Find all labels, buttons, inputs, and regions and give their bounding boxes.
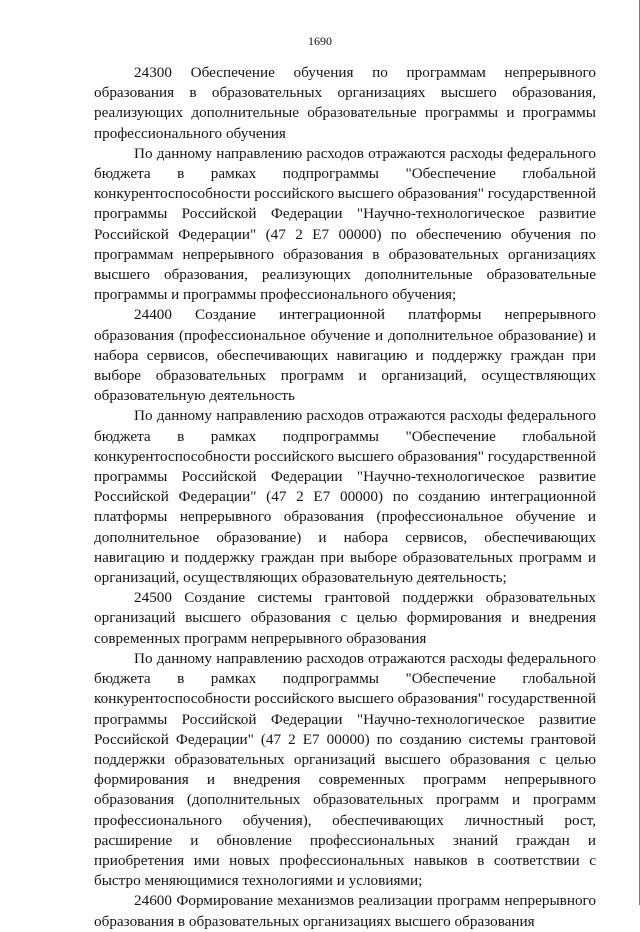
paragraph-24400-heading: 24400 Создание интеграционной платформы непрерывного образования (профессиональное обучение и дополнительное образование) и набора сервисов, обеспечивающих навигацию и поддержку граждан при выборе образовательных программ и организаций, осуществляющих образовательную деятельность [94,306,596,405]
document-body [94,63,596,932]
paragraph-24500-heading: 24500 Создание системы грантовой поддержки образовательных организаций высшего образования с целью формирования и внедрения современных программ непрерывного образования [94,589,596,647]
paragraph-24400-description: По данному направлению расходов отражаются расходы федерального бюджета в рамках подпрограммы "Обеспечение глобальной конкурентоспособности российского высшего образования" государственной программы Российской Федерации "Научно-технологическое развитие Российской Федерации" (47 2 Е7 00000) по созданию интеграционной платформы непрерывного образования (профессиональное обучение и дополнительное образование) и набора сервисов, обеспечивающих навигацию и поддержку граждан при выборе образовательных программ и организаций, осуществляющих образовательную деятельность; [94,407,596,587]
paragraph-24300-heading: 24300 Обеспечение обучения по программам непрерывного образования в образовательных организациях высшего образования, реализующих дополнительные образовательные программы и программы профессионального обучения [94,64,596,142]
paragraph-24500-description: По данному направлению расходов отражаются расходы федерального бюджета в рамках подпрограммы "Обеспечение глобальной конкурентоспособности российского высшего образования" государственной программы Российской Федерации "Научно-технологическое развитие Российской Федерации" (47 2 Е7 00000) по созданию системы грантовой поддержки образовательных организаций высшего образования с целью формирования и внедрения современных программ непрерывного образования (дополнительных образовательных программ и программ профессионального обучения), обеспечивающих личностный рост, расширение и обновление профессиональных знаний граждан и приобретения ими новых профессиональных навыков в соответствии с быстро меняющимися технологиями и условиями; [94,649,596,890]
page-number: 1690 [308,34,332,48]
paragraph-24600-heading: 24600 Формирование механизмов реализации программ непрерывного образования в образовательных организациях высшего образования [94,892,596,930]
paragraph-24300-description: По данному направлению расходов отражаются расходы федерального бюджета в рамках подпрограммы "Обеспечение глобальной конкурентоспособности российского высшего образования" государственной программы Российской Федерации "Научно-технологическое развитие Российской Федерации" (47 2 Е7 00000) по обеспечению обучения по программам непрерывного образования в образовательных организациях высшего образования, реализующих дополнительные образовательные программы и программы профессионального обучения; [94,144,596,304]
